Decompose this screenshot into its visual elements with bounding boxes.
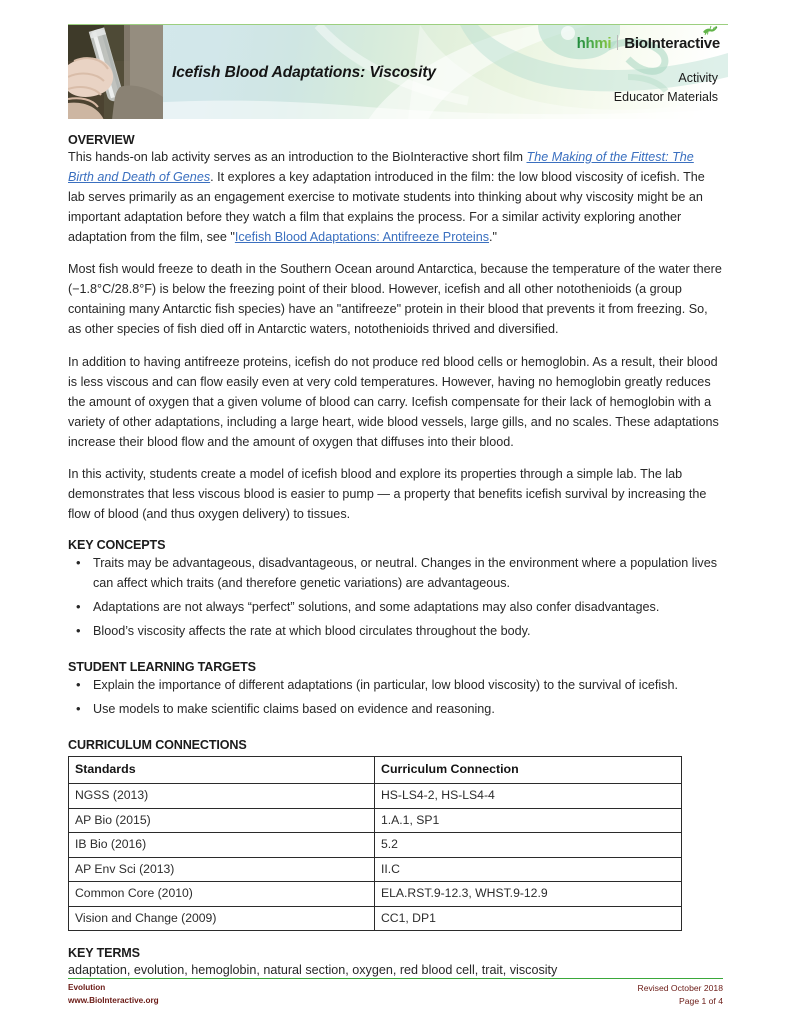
- audience-label: Educator Materials: [613, 90, 718, 105]
- cell-standard: IB Bio (2016): [69, 833, 375, 857]
- overview-p1-part-a: This hands-on lab activity serves as an introduction to the BioInteractive short film: [68, 150, 527, 164]
- page-footer: [68, 978, 723, 1008]
- curriculum-connections-table: [68, 756, 682, 931]
- list-item: • Adaptations are not always “perfect” solutions, and some adaptations may also confer disadvantages.: [93, 598, 723, 618]
- cell-standard: Common Core (2010): [69, 882, 375, 906]
- learning-targets-list: [68, 676, 723, 720]
- link-antifreeze-proteins[interactable]: Icefish Blood Adaptations: Antifreeze Proteins: [234, 229, 490, 244]
- list-item: • Blood’s viscosity affects the rate at which blood circulates throughout the body.: [93, 622, 723, 642]
- cell-standard: NGSS (2013): [69, 784, 375, 808]
- cell-connection: ELA.RST.9-12.3, WHST.9-12.9: [375, 882, 682, 906]
- footer-website[interactable]: www.BioInteractive.org: [68, 995, 159, 1005]
- lizard-icon: [702, 25, 718, 37]
- footer-topic: Evolution: [68, 983, 106, 992]
- bioInteractive-logo: [577, 33, 720, 51]
- cell-standard: Vision and Change (2009): [69, 906, 375, 930]
- cell-connection: II.C: [375, 857, 682, 881]
- list-item: • Explain the importance of different adaptations (in particular, low blood viscosity) to the survival of icefish.: [93, 676, 723, 696]
- logo-divider: [617, 35, 618, 50]
- key-terms-list: adaptation, evolution, hemoglobin, natural section, oxygen, red blood cell, trait, viscosity: [68, 963, 558, 978]
- overview-heading: OVERVIEW: [68, 133, 135, 147]
- overview-paragraph-1: [68, 148, 723, 247]
- cell-standard: AP Bio (2015): [69, 808, 375, 832]
- footer-page-number: Page 1 of 4: [679, 995, 723, 1006]
- document-header-banner: [68, 24, 728, 119]
- table-row: [69, 906, 682, 930]
- key-terms-heading: KEY TERMS: [68, 946, 140, 961]
- learning-targets-heading: STUDENT LEARNING TARGETS: [68, 659, 256, 674]
- column-header-standards: Standards: [69, 757, 375, 784]
- banner-subtitle-block: [614, 69, 718, 108]
- key-concepts-heading: KEY CONCEPTS: [68, 538, 166, 553]
- cell-connection: CC1, DP1: [375, 906, 682, 930]
- column-header-curriculum-connection: Curriculum Connection: [375, 757, 682, 784]
- overview-paragraph-4: In this activity, students create a model of icefish blood and explore its properties through a simple lab. The lab demonstrates that less viscous blood is easier to pump — a property that benefits icefish survival by increasing the flow of blood (and thus oxygen delivery) to tissues.: [68, 467, 707, 522]
- hand-holding-test-tube-photo: [68, 25, 163, 119]
- cell-connection: 5.2: [375, 833, 682, 857]
- overview-paragraph-2: Most fish would freeze to death in the Southern Ocean around Antarctica, because the temperature of the water there (−1.8°C/28.8°F) is below the freezing point of their blood. However, icefish and all other notothenioids (a group containing many Antarctic fish species) have an "antifreeze" protein in their blood that prevents it from freezing. So, as other species of fish died off in Antarctic waters, notothenioids thrived and diversified.: [68, 262, 722, 337]
- table-row: [69, 784, 682, 808]
- list-item: • Traits may be advantageous, disadvantageous, or neutral. Changes in the environment where a population lives can affect which traits (and therefore genetic variations) are advantageous.: [93, 554, 723, 594]
- spacer: [68, 646, 723, 660]
- resource-type-label: Activity: [678, 71, 718, 85]
- table-row: [69, 857, 682, 881]
- document-title: Icefish Blood Adaptations: Viscosity: [172, 63, 436, 81]
- cell-connection: 1.A.1, SP1: [375, 808, 682, 832]
- overview-p1-part-c: .": [489, 229, 497, 244]
- footer-left-block: [68, 982, 159, 1007]
- overview-p1-part-b: . It explores a key adaptation introduced in the film: the low blood viscosity of icefish. The lab serves primarily as an engagement exercise to motivate students into thinking about why viscosity might be an important adaptation before they watch a film that explains the process. For a similar activity exploring another adaptation from the film, see ": [68, 169, 705, 244]
- hhmi-wordmark: hhmi: [576, 35, 612, 52]
- table-row: [69, 808, 682, 832]
- biointeractive-wordmark: BioInteractive: [624, 35, 720, 52]
- curriculum-connections-heading: CURRICULUM CONNECTIONS: [68, 738, 247, 753]
- banner-photo: [68, 25, 163, 119]
- cell-standard: AP Env Sci (2013): [69, 857, 375, 881]
- table-row: [69, 833, 682, 857]
- list-item: • Use models to make scientific claims based on evidence and reasoning.: [93, 700, 723, 720]
- spacer: [68, 931, 723, 946]
- document-body: [68, 133, 723, 981]
- table-row: [69, 882, 682, 906]
- link-making-of-the-fittest[interactable]: The Making of the Fittest: The Birth and Death of Genes: [68, 150, 694, 184]
- footer-revised-date: Revised October 2018: [637, 983, 723, 993]
- table-header-row: [69, 757, 682, 784]
- spacer: [68, 723, 723, 738]
- overview-paragraph-3: In addition to having antifreeze proteins, icefish do not produce red blood cells or hemoglobin. As a result, their blood is less viscous and can flow easily even at very cold temperatures. However, having no hemoglobin greatly reduces the amount of oxygen that a given volume of blood can carry. Icefish compensate for their lack of hemoglobin with a variety of other adaptations, including a large heart, wide blood vessels, large gills, and no scales. These adaptations increase their blood flow and the amount of oxygen that diffuses into their blood.: [68, 355, 719, 449]
- footer-right-block: [637, 982, 723, 1008]
- key-concepts-list: [68, 554, 723, 642]
- cell-connection: HS-LS4-2, HS-LS4-4: [375, 784, 682, 808]
